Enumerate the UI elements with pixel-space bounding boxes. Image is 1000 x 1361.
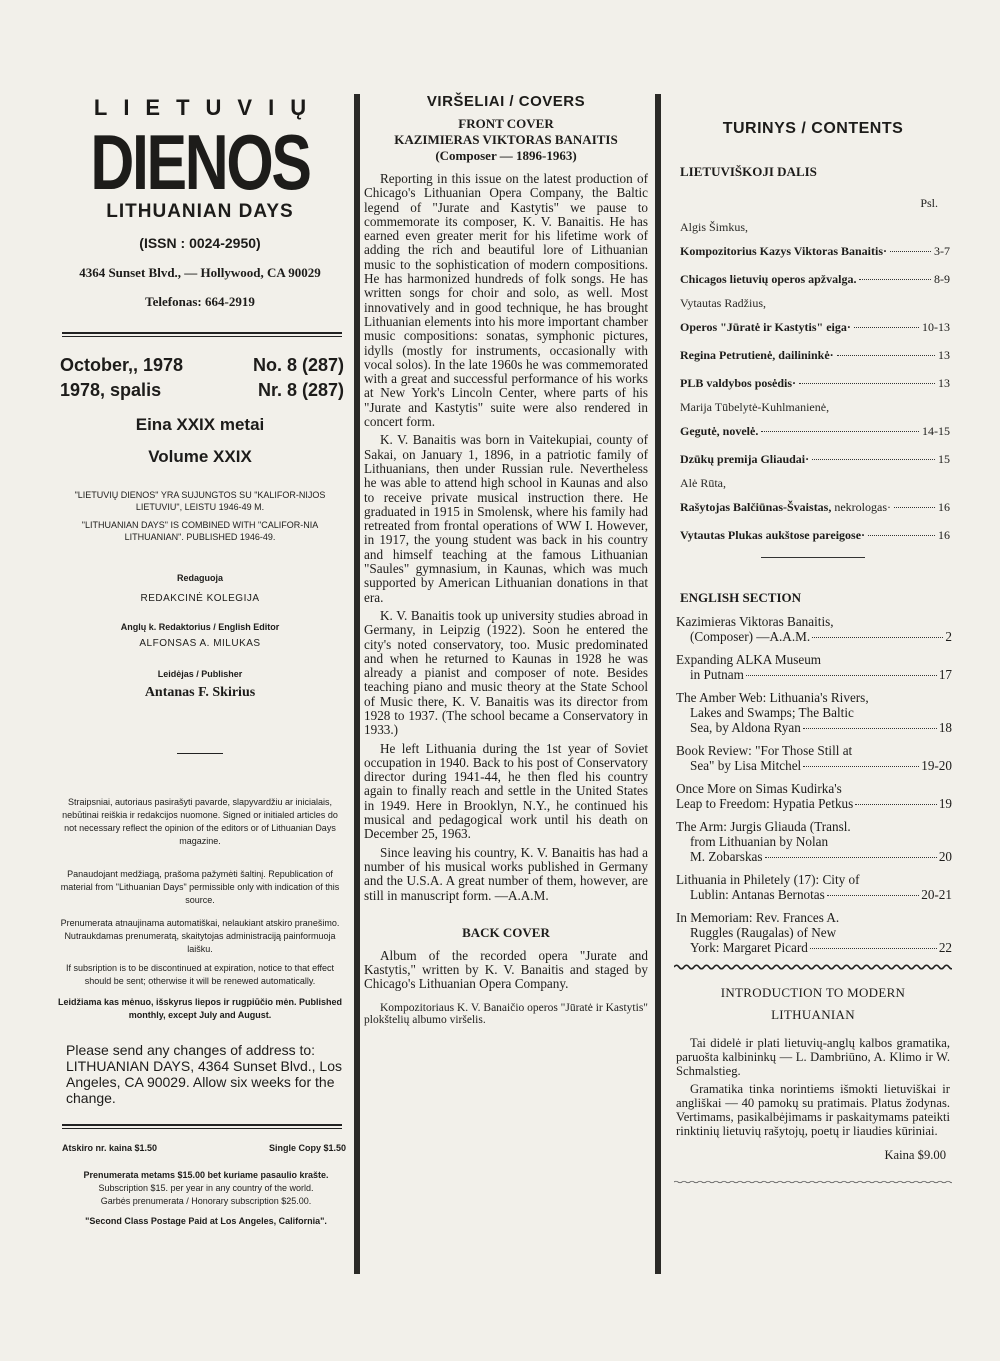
toc-leader-dots xyxy=(868,535,935,536)
english-toc-line: In Memoriam: Rev. Frances A. xyxy=(676,910,840,925)
toc-entry-extra: nekrologas· xyxy=(831,500,892,514)
toc-entry[interactable] xyxy=(680,528,950,543)
toc-leader-dots xyxy=(827,895,919,896)
article-paragraph: Reporting in this issue on the latest production of Chicago's Lithuanian Opera Company, the Baltic legend of "Jurate and Kastytis" we pause to commemorate its composer, K. V. Banaitis. He has earned even greater merit for his lifetime work of adding the rich and beautiful lore of Lithuanian music to the sophistication of modern compositions. He has harmonized hundreds of folk songs. He has written songs for choir and solo, as well. Most innovatively and in good technique, he has brought Lithuanian elements into his more important chamber music compositions: sonatas, symphonic pictures, idylls (mostly for instruments, occasionally with vocal solos). In the late 1960s he was commemorated with a great and successful performance of his works at New York's Lincoln Center, where parts of his "Jurate and Kastytis" suite were also rendered in concert form. xyxy=(364,171,648,430)
toc-page-number: 17 xyxy=(938,667,952,682)
single-price-lt: Atskiro nr. kaina $1.50 xyxy=(62,1143,158,1153)
english-toc-last-line xyxy=(676,796,952,811)
toc-page-number: 13 xyxy=(938,376,950,390)
toc-leader-dots xyxy=(854,327,919,328)
english-toc-line: The Amber Web: Lithuania's Rivers, xyxy=(676,690,869,705)
toc-leader-dots xyxy=(746,675,937,676)
english-toc-entry[interactable] xyxy=(676,743,952,773)
masthead-column xyxy=(50,95,350,1226)
intro-title-line-1: INTRODUCTION TO MODERN xyxy=(720,985,906,1000)
issue-date-en: October,, 1978 xyxy=(60,355,184,375)
english-toc-line: York: Margaret Picard xyxy=(690,940,808,955)
toc-leader-dots xyxy=(894,507,935,508)
article-paragraph: He left Lithuania during the 1st year of Soviet occupation in 1940. Back to his post of Conservatory director during 1941-44, he then fled his country again to finally reach and settle in the United States in 1949. Here in Brooklyn, N.Y., he continued his musical and pedagogical work until his death on December 25, 1963. xyxy=(364,740,648,842)
volume: Volume XXIX xyxy=(148,447,252,466)
merge-notice-lt: "LIETUVIŲ DIENOS" YRA SUJUNGTOS SU "KALIFOR-NIJOS LIETUVIU", LEISTU 1946-49 M. xyxy=(74,490,326,512)
intro-title-line-2: LITHUANIAN xyxy=(771,1007,855,1022)
toc-leader-dots xyxy=(799,383,935,384)
editor-label: Anglų k. Redaktorius / English Editor xyxy=(120,622,280,632)
english-toc-last-line xyxy=(676,758,952,773)
toc-entry[interactable] xyxy=(680,320,950,335)
merge-notice xyxy=(50,489,350,543)
english-toc-line: Book Review: "For Those Still at xyxy=(676,743,853,758)
english-toc-last-line xyxy=(676,667,952,682)
redaguoja-value: REDAKCINĖ KOLEGIJA xyxy=(140,593,260,604)
article-paragraph: Since leaving his country, K. V. Banaitis has had a number of his musical works published in Germany and the U.S.A. A great number of them, however, are still in manuscript form. —A.A.M. xyxy=(364,844,648,903)
toc-entry[interactable] xyxy=(680,500,950,515)
english-toc xyxy=(674,614,952,955)
toc-page-number: 19-20 xyxy=(921,758,952,773)
double-rule xyxy=(62,332,342,337)
bottom-wavy-rule xyxy=(674,1177,952,1187)
renewal-notice-lt: Prenumerata atnaujinama automatiškai, nelaukiant atskiro pranešimo. Nutraukdamas prenumeratą, skaitytojas administraciją painformuoja laišku. xyxy=(60,918,340,954)
toc-leader-dots xyxy=(837,355,935,356)
front-cover-subject: KAZIMIERAS VIKTORAS BANAITIS xyxy=(394,132,618,147)
toc-leader-dots xyxy=(890,251,931,252)
english-toc-entry[interactable] xyxy=(676,690,952,735)
toc-entry[interactable] xyxy=(680,452,950,467)
toc-entry-title-bold: Vytautas Plukas aukštose pareigose· xyxy=(680,528,866,542)
toc-author: Vytautas Radžius, xyxy=(680,296,766,310)
toc-entry[interactable] xyxy=(680,348,950,363)
toc-entry-title xyxy=(680,500,891,515)
toc-page-number: 16 xyxy=(938,500,950,514)
toc-leader-dots xyxy=(761,431,919,432)
toc-page-number: 18 xyxy=(938,720,952,735)
english-section-title: ENGLISH SECTION xyxy=(680,590,802,605)
toc-entry-title xyxy=(680,376,796,391)
toc-entry[interactable] xyxy=(680,272,950,287)
toc-page-number: 14-15 xyxy=(922,424,950,438)
toc-author: Marija Tūbelytė-Kuhlmanienė, xyxy=(680,400,830,414)
single-price-en: Single Copy $1.50 xyxy=(268,1143,346,1153)
issue-number-en: No. 8 (287) xyxy=(252,355,344,375)
masthead-title: DIENOS xyxy=(90,118,310,206)
english-toc-last-line xyxy=(676,849,952,864)
toc-entry-title xyxy=(680,348,834,363)
publication-schedule: Leidžiama kas mėnuo, išskyrus liepos ir rugpiūčio mėn. Published monthly, except July and August. xyxy=(57,997,343,1020)
english-toc-entry[interactable] xyxy=(676,872,952,902)
english-toc-line: M. Zobarskas xyxy=(690,849,763,864)
toc-author: Alė Rūta, xyxy=(680,476,726,490)
toc-entry-title xyxy=(680,320,851,335)
english-toc-line: Lublin: Antanas Bernotas xyxy=(690,887,825,902)
toc-entry[interactable] xyxy=(680,424,950,439)
toc-author: Algis Šimkus, xyxy=(680,220,749,234)
english-toc-entry[interactable] xyxy=(676,652,952,682)
front-cover-label: FRONT COVER xyxy=(458,116,554,131)
toc-entry-title xyxy=(680,528,865,543)
english-toc-line: The Arm: Jurgis Gliauda (Transl. xyxy=(676,819,851,834)
phone: Telefonas: 664-2919 xyxy=(145,294,255,309)
english-toc-entry[interactable] xyxy=(676,910,952,955)
toc-entry[interactable] xyxy=(680,376,950,391)
article-paragraph: K. V. Banaitis took up university studies abroad in Germany, in Leipzig (1922). Soon he entered the city's noted conservatory, too. Music predominated and when he returned to Kaunas in 1928 he was already a pianist and composer of note. Besides teaching piano and music theory at the State School of Music there, K. V. Banaitis was its director from 1928 to 1937. (The school became a Conservatory in 1933.) xyxy=(364,607,648,738)
toc-entry[interactable] xyxy=(680,244,950,259)
publisher-label: Leidėjas / Publisher xyxy=(157,669,243,679)
toc-leader-dots xyxy=(855,804,937,805)
back-cover-article xyxy=(364,949,648,1027)
english-toc-line: Once More on Simas Kudirka's xyxy=(676,781,842,796)
postage-notice: "Second Class Postage Paid at Los Angeles, California". xyxy=(85,1216,327,1226)
english-toc-line: (Composer) —A.A.M. xyxy=(690,629,811,644)
intro-paragraph: Tai didelė ir plati lietuvių-anglų kalbos gramatika, paruošta kalbininkų — L. Dambriūno, A. Klimo ir W. Schmalstieg. xyxy=(676,1036,950,1078)
merge-notice-en: "LITHUANIAN DAYS" IS COMBINED WITH "CALIFOR-NIA LITHUANIAN". PUBLISHED 1946-49. xyxy=(81,520,319,542)
front-cover-article xyxy=(364,172,648,903)
editor-value: ALFONSAS A. MILUKAS xyxy=(139,638,261,649)
toc-leader-dots xyxy=(812,637,943,638)
toc-entry-title-bold: Kompozitorius Kazys Viktoras Banaitis· xyxy=(680,244,888,258)
english-toc-line: from Lithuanian by Nolan xyxy=(690,834,829,849)
toc-leader-dots xyxy=(803,728,937,729)
english-toc-last-line xyxy=(676,629,952,644)
book-price: Kaina $9.00 xyxy=(884,1148,946,1162)
contents-title: TURINYS / CONTENTS xyxy=(722,120,904,137)
toc-page-number: 15 xyxy=(938,452,950,466)
english-toc-entry[interactable] xyxy=(676,819,952,864)
english-toc-line: in Putnam xyxy=(690,667,744,682)
english-toc-line: Lithuania in Philetely (17): City of xyxy=(676,872,860,887)
toc-entry-title xyxy=(680,272,856,287)
english-toc-line: Leap to Freedom: Hypatia Petkus xyxy=(676,796,854,811)
back-cover-caption: Kompozitoriaus K. V. Banaičio operos "Jūratė ir Kastytis" plokštelių albumo viršelis. xyxy=(364,1001,648,1027)
toc-leader-dots xyxy=(803,766,919,767)
front-cover-dates: (Composer — 1896-1963) xyxy=(435,148,577,163)
toc-page-number: 20-21 xyxy=(921,887,952,902)
issue-info xyxy=(50,355,350,401)
renewal-notice-en: If subsription is to be discontinued at expiration, notice to that effect should be sent; otherwise it will be renewed automatically. xyxy=(66,963,334,986)
toc-entry-title xyxy=(680,244,887,259)
english-toc-entry[interactable] xyxy=(676,614,952,644)
back-cover-label: BACK COVER xyxy=(462,924,550,940)
toc-page-number: 10-13 xyxy=(922,320,950,334)
double-rule-bottom xyxy=(62,1124,342,1129)
issue-date-lt: 1978, spalis xyxy=(60,380,162,400)
opinion-notice: Straipsniai, autoriaus pasirašyti pavarde, slapyvardžiu ar inicialais, nebūtinai reiškia ir redakcijos nuomone. Signed or initialed articles do not necessary reflect the opinion of the editors or of Lithuanian Days magazine. xyxy=(62,797,338,846)
toc-entry-title-bold: Gegutė, novelė. xyxy=(680,424,759,438)
redaguoja-label: Redaguoja xyxy=(176,573,223,583)
subscription-info xyxy=(50,1169,350,1208)
toc-entry-title xyxy=(680,424,758,439)
english-toc-line: Kazimieras Viktoras Banaitis, xyxy=(676,614,834,629)
eina-metai: Eina XXIX metai xyxy=(135,415,265,434)
toc-entry-title-bold: Rašytojas Balčiūnas-Švaistas, xyxy=(680,500,832,514)
issn: (ISSN : 0024-2950) xyxy=(139,235,261,251)
republication-notice: Panaudojant medžiagą, prašoma pažymėti šaltinį. Republication of material from "Lithuanian Days" permissible only with indication of this source. xyxy=(60,869,340,905)
back-cover-text: Album of the recorded opera "Jurate and Kastytis," written by K. V. Banaitis and staged by Chicago's Lithuanian Opera Company. xyxy=(364,947,648,992)
short-rule xyxy=(177,753,223,754)
article-paragraph: K. V. Banaitis was born in Vaitekupiai, county of Sakai, on January 1, 1896, in a patriotic family of Lithuanians, then under Russian rule. Nevertheless he was able to attend high school in Kaunas and also to receive private musical instruction there. He graduated in 1915 in Smolensk, where his family had retreated from frontal operations of WW I. However, in 1917, the young student was back in his country and himself teaching at the famous Lithuanian "Saules" gymnasium, in Kaunas, which was much supported by American Lithuanian donations in that era. xyxy=(364,432,648,605)
toc-entry-title-bold: Operos "Jūratė ir Kastytis" eiga· xyxy=(680,320,851,334)
toc-entry-title-bold: Dzūkų premija Gliaudai· xyxy=(680,452,810,466)
toc-entry-title-bold: Regina Petrutienė, dailininkė· xyxy=(680,348,834,362)
toc-leader-dots xyxy=(810,948,937,949)
lithuanian-section-title: LIETUVIŠKOJI DALIS xyxy=(680,164,817,179)
masthead-title-small: LIETUVIŲ xyxy=(93,95,323,120)
column-divider-right xyxy=(655,94,661,1274)
toc-page-number: 2 xyxy=(945,629,952,644)
toc-entry-title-bold: Chicagos lietuvių operos apžvalga. xyxy=(680,272,857,286)
subscription-lt: Prenumerata metams $15.00 bet kuriame pasaulio krašte. xyxy=(83,1170,329,1180)
toc-divider xyxy=(761,557,865,558)
toc-entry-title-bold: PLB valdybos posėdis· xyxy=(680,376,797,390)
toc-leader-dots xyxy=(812,459,935,460)
english-toc-entry[interactable] xyxy=(676,781,952,811)
page-column-label: Psl. xyxy=(920,196,938,210)
toc-page-number: 19 xyxy=(938,796,952,811)
subscription-en: Subscription $15. per year in any country of the world. xyxy=(98,1183,314,1193)
english-toc-last-line xyxy=(676,887,952,902)
toc-page-number: 16 xyxy=(938,528,950,542)
contents-column xyxy=(674,120,952,1192)
address-change-notice: Please send any changes of address to: LITHUANIAN DAYS, 4364 Sunset Blvd., Los Angeles, CA 90029. Allow six weeks for the change. xyxy=(66,1042,342,1106)
wavy-divider xyxy=(674,961,952,973)
toc-page-number: 20 xyxy=(938,849,952,864)
english-toc-line: Ruggles (Raugalas) of New xyxy=(690,925,837,940)
covers-title: VIRŠELIAI / COVERS xyxy=(426,93,586,110)
toc-page-number: 22 xyxy=(938,940,952,955)
lithuanian-toc xyxy=(674,220,952,543)
english-toc-line: Sea, by Aldona Ryan xyxy=(690,720,801,735)
english-toc-last-line xyxy=(676,940,952,955)
publisher-address: 4364 Sunset Blvd., — Hollywood, CA 90029 xyxy=(79,265,321,280)
masthead-subtitle: LITHUANIAN DAYS xyxy=(106,201,294,222)
english-toc-line: Lakes and Swamps; The Baltic xyxy=(690,705,854,720)
toc-leader-dots xyxy=(859,279,931,280)
english-toc-line: Expanding ALKA Museum xyxy=(676,652,822,667)
publisher-value: Antanas F. Skirius xyxy=(144,685,256,700)
single-copy-price xyxy=(50,1143,350,1153)
covers-column xyxy=(364,93,648,1027)
issue-number-lt: Nr. 8 (287) xyxy=(257,380,344,400)
honorary-subscription: Garbės prenumerata / Honorary subscription $25.00. xyxy=(100,1196,312,1206)
toc-page-number: 3-7 xyxy=(934,244,950,258)
english-toc-last-line xyxy=(676,720,952,735)
toc-page-number: 8-9 xyxy=(934,272,950,286)
toc-page-number: 13 xyxy=(938,348,950,362)
english-toc-line: Sea" by Lisa Mitchel xyxy=(690,758,802,773)
column-divider-left xyxy=(354,94,360,1274)
intro-description xyxy=(674,1036,952,1138)
toc-leader-dots xyxy=(765,857,937,858)
intro-paragraph: Gramatika tinka norintiems išmokti lietuviškai ir angliškai — 40 pamokų su pratimais. Platus žodynas. Vertimams, pasikalbėjimams ir paskaitymams pateikti rinktinių lietuvių rašytojų, poetų ir liaudies kūriniai. xyxy=(676,1082,950,1138)
toc-entry-title xyxy=(680,452,809,467)
